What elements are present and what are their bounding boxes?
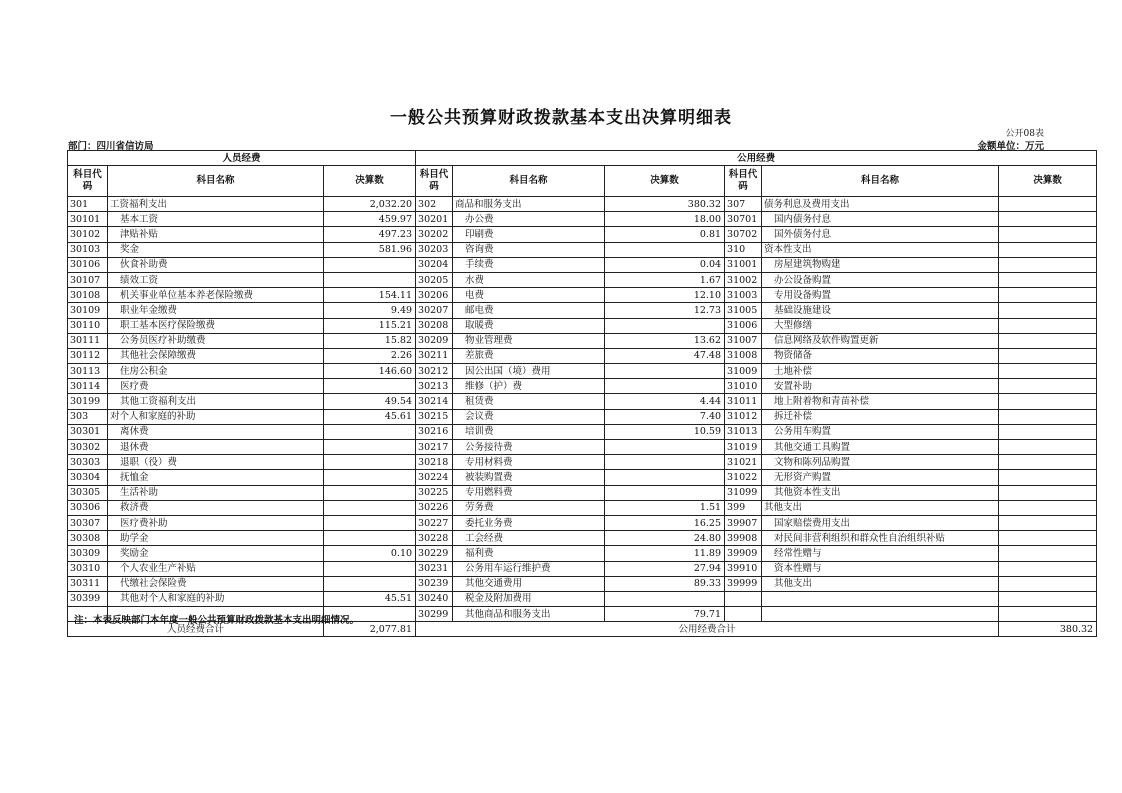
- cell-name: 劳务费: [453, 500, 605, 515]
- table-row: [68, 440, 1097, 455]
- cell-amount: 15.82: [324, 333, 416, 348]
- cell-name: 国外债务付息: [762, 227, 999, 242]
- cell-code: 30308: [68, 531, 108, 546]
- cell-code: 301: [68, 197, 108, 212]
- cell-name: 离休费: [108, 424, 324, 439]
- cell-code: 30399: [68, 591, 108, 606]
- table-row: [68, 272, 1097, 287]
- cell-name: 拆迁补偿: [762, 409, 999, 424]
- table-row: [68, 303, 1097, 318]
- cell-code: 30225: [416, 485, 453, 500]
- cell-name: 委托业务费: [453, 515, 605, 530]
- cell-code: 31008: [725, 348, 762, 363]
- cell-code: 30109: [68, 303, 108, 318]
- cell-amount: 9.49: [324, 303, 416, 318]
- cell-name: 手续费: [453, 257, 605, 272]
- table-row: [68, 348, 1097, 363]
- cell-name: 代缴社会保险费: [108, 576, 324, 591]
- cell-code: 30113: [68, 364, 108, 379]
- table-row: [68, 485, 1097, 500]
- cell-code: 31006: [725, 318, 762, 333]
- cell-code: 30228: [416, 531, 453, 546]
- cell-code: 39909: [725, 546, 762, 561]
- table-row: [68, 288, 1097, 303]
- public-total-label: 公用经费合计: [416, 622, 999, 637]
- cell-name: 医疗费补助: [108, 515, 324, 530]
- cell-amount: [605, 364, 725, 379]
- cell-code: 30107: [68, 272, 108, 287]
- cell-amount: [605, 440, 725, 455]
- cell-code: 31005: [725, 303, 762, 318]
- cell-code: 30206: [416, 288, 453, 303]
- cell-amount: 12.10: [605, 288, 725, 303]
- cell-amount: [605, 318, 725, 333]
- cell-code: 31009: [725, 364, 762, 379]
- table-row: [68, 333, 1097, 348]
- cell-amount: [324, 531, 416, 546]
- cell-name: 其他商品和服务支出: [453, 607, 605, 622]
- cell-amount: 380.32: [605, 197, 725, 212]
- cell-name: 被装购置费: [453, 470, 605, 485]
- cell-amount: [999, 409, 1097, 424]
- cell-code: 30208: [416, 318, 453, 333]
- cell-amount: 1.67: [605, 272, 725, 287]
- cell-name: 信息网络及软件购置更新: [762, 333, 999, 348]
- table-row: [68, 242, 1097, 257]
- personnel-header: 人员经费: [68, 151, 416, 166]
- cell-amount: [324, 440, 416, 455]
- table-row: [68, 257, 1097, 272]
- cell-amount: [999, 546, 1097, 561]
- cell-code: 30226: [416, 500, 453, 515]
- cell-name: 对民间非营利组织和群众性自治组织补贴: [762, 531, 999, 546]
- cell-code: [725, 591, 762, 606]
- cell-amount: 0.04: [605, 257, 725, 272]
- cell-name: 其他资本性支出: [762, 485, 999, 500]
- cell-code: 31012: [725, 409, 762, 424]
- cell-code: 30202: [416, 227, 453, 242]
- cell-amount: [999, 303, 1097, 318]
- cell-code: 30239: [416, 576, 453, 591]
- cell-amount: [324, 257, 416, 272]
- cell-code: 31010: [725, 379, 762, 394]
- cell-code: 30114: [68, 379, 108, 394]
- unit-label: 金额单位：万元: [977, 141, 1044, 152]
- cell-code: 30106: [68, 257, 108, 272]
- cell-code: 30302: [68, 440, 108, 455]
- cell-code: 30702: [725, 227, 762, 242]
- cell-name: 会议费: [453, 409, 605, 424]
- col-name: 科目名称: [453, 166, 605, 197]
- cell-code: 30217: [416, 440, 453, 455]
- cell-name: 其他对个人和家庭的补助: [108, 591, 324, 606]
- table-row: [68, 515, 1097, 530]
- cell-code: 303: [68, 409, 108, 424]
- cell-code: 30306: [68, 500, 108, 515]
- cell-amount: [999, 348, 1097, 363]
- cell-name: 专用材料费: [453, 455, 605, 470]
- cell-name: 国家赔偿费用支出: [762, 515, 999, 530]
- cell-amount: 2.26: [324, 348, 416, 363]
- cell-amount: [324, 500, 416, 515]
- cell-code: 30101: [68, 212, 108, 227]
- cell-code: 30212: [416, 364, 453, 379]
- cell-name: 其他交通工具购置: [762, 440, 999, 455]
- cell-code: [725, 607, 762, 622]
- cell-name: 大型修缮: [762, 318, 999, 333]
- cell-code: 30213: [416, 379, 453, 394]
- cell-name: 商品和服务支出: [453, 197, 605, 212]
- cell-code: 30204: [416, 257, 453, 272]
- cell-name: 奖金: [108, 242, 324, 257]
- cell-code: 30215: [416, 409, 453, 424]
- cell-name: 邮电费: [453, 303, 605, 318]
- cell-amount: [999, 485, 1097, 500]
- expenditure-table: [67, 150, 1097, 637]
- cell-name: 无形资产购置: [762, 470, 999, 485]
- cell-name: 个人农业生产补贴: [108, 561, 324, 576]
- cell-code: 30224: [416, 470, 453, 485]
- cell-amount: 24.80: [605, 531, 725, 546]
- cell-amount: [999, 515, 1097, 530]
- cell-amount: [999, 470, 1097, 485]
- table-row: [68, 379, 1097, 394]
- cell-name: 培训费: [453, 424, 605, 439]
- cell-name: 职工基本医疗保险缴费: [108, 318, 324, 333]
- cell-code: 30103: [68, 242, 108, 257]
- cell-code: 39910: [725, 561, 762, 576]
- cell-name: 公务用车购置: [762, 424, 999, 439]
- cell-name: 职业年金缴费: [108, 303, 324, 318]
- cell-amount: [324, 515, 416, 530]
- cell-code: 310: [725, 242, 762, 257]
- cell-name: 办公费: [453, 212, 605, 227]
- cell-amount: [324, 424, 416, 439]
- cell-name: 经常性赠与: [762, 546, 999, 561]
- cell-code: 39907: [725, 515, 762, 530]
- cell-code: 39999: [725, 576, 762, 591]
- cell-amount: [999, 440, 1097, 455]
- cell-amount: [999, 424, 1097, 439]
- cell-code: 30207: [416, 303, 453, 318]
- cell-amount: 154.11: [324, 288, 416, 303]
- cell-amount: 146.60: [324, 364, 416, 379]
- cell-amount: [999, 607, 1097, 622]
- cell-amount: [605, 242, 725, 257]
- cell-code: 30310: [68, 561, 108, 576]
- cell-amount: 459.97: [324, 212, 416, 227]
- cell-code: 30216: [416, 424, 453, 439]
- table-row: [68, 212, 1097, 227]
- table-row: [68, 394, 1097, 409]
- cell-name: 基本工资: [108, 212, 324, 227]
- cell-name: 其他支出: [762, 576, 999, 591]
- cell-name: 伙食补助费: [108, 257, 324, 272]
- cell-amount: [999, 318, 1097, 333]
- cell-name: 救济费: [108, 500, 324, 515]
- cell-code: 30214: [416, 394, 453, 409]
- cell-name: 物资储备: [762, 348, 999, 363]
- page-title: 一般公共预算财政拨款基本支出决算明细表: [390, 108, 732, 128]
- cell-name: 办公设备购置: [762, 272, 999, 287]
- cell-name: 抚恤金: [108, 470, 324, 485]
- cell-amount: [999, 531, 1097, 546]
- cell-code: 31001: [725, 257, 762, 272]
- cell-code: 30301: [68, 424, 108, 439]
- cell-name: 税金及附加费用: [453, 591, 605, 606]
- cell-amount: [999, 212, 1097, 227]
- cell-amount: [999, 364, 1097, 379]
- col-name: 科目名称: [108, 166, 324, 197]
- cell-code: 30303: [68, 455, 108, 470]
- cell-amount: 497.23: [324, 227, 416, 242]
- cell-amount: [999, 197, 1097, 212]
- cell-amount: [324, 379, 416, 394]
- cell-amount: 0.81: [605, 227, 725, 242]
- cell-amount: 115.21: [324, 318, 416, 333]
- col-amount: 决算数: [999, 166, 1097, 197]
- col-code: 科目代码: [725, 166, 762, 197]
- cell-name: 咨询费: [453, 242, 605, 257]
- cell-code: 31002: [725, 272, 762, 287]
- cell-name: 福利费: [453, 546, 605, 561]
- public-total-value: 380.32: [999, 622, 1097, 637]
- cell-amount: [999, 257, 1097, 272]
- table-row: [68, 500, 1097, 515]
- cell-code: 30112: [68, 348, 108, 363]
- cell-amount: 49.54: [324, 394, 416, 409]
- cell-code: 30299: [416, 607, 453, 622]
- cell-name: 安置补助: [762, 379, 999, 394]
- cell-amount: [324, 455, 416, 470]
- cell-name: 其他交通费用: [453, 576, 605, 591]
- cell-name: 水费: [453, 272, 605, 287]
- cell-name: 资本性支出: [762, 242, 999, 257]
- cell-name: 助学金: [108, 531, 324, 546]
- cell-name: 其他社会保障缴费: [108, 348, 324, 363]
- cell-amount: [999, 333, 1097, 348]
- cell-name: 地上附着物和青苗补偿: [762, 394, 999, 409]
- cell-amount: 47.48: [605, 348, 725, 363]
- col-code: 科目代码: [416, 166, 453, 197]
- cell-code: 307: [725, 197, 762, 212]
- cell-amount: [605, 470, 725, 485]
- cell-name: 工资福利支出: [108, 197, 324, 212]
- cell-amount: [999, 394, 1097, 409]
- cell-name: 印刷费: [453, 227, 605, 242]
- cell-code: 31099: [725, 485, 762, 500]
- cell-code: 30701: [725, 212, 762, 227]
- table-row: [68, 424, 1097, 439]
- cell-amount: 27.94: [605, 561, 725, 576]
- cell-code: 30205: [416, 272, 453, 287]
- cell-code: 39908: [725, 531, 762, 546]
- cell-code: 30309: [68, 546, 108, 561]
- cell-name: 退休费: [108, 440, 324, 455]
- cell-amount: 45.61: [324, 409, 416, 424]
- cell-amount: [999, 272, 1097, 287]
- cell-name: 公务员医疗补助缴费: [108, 333, 324, 348]
- cell-code: 30111: [68, 333, 108, 348]
- cell-code: 30211: [416, 348, 453, 363]
- cell-code: 30199: [68, 394, 108, 409]
- cell-name: 电费: [453, 288, 605, 303]
- cell-amount: 12.73: [605, 303, 725, 318]
- cell-amount: 10.59: [605, 424, 725, 439]
- cell-code: 31011: [725, 394, 762, 409]
- col-amount: 决算数: [605, 166, 725, 197]
- cell-amount: [324, 485, 416, 500]
- cell-name: 其他支出: [762, 500, 999, 515]
- cell-amount: 16.25: [605, 515, 725, 530]
- cell-name: 土地补偿: [762, 364, 999, 379]
- cell-code: 30304: [68, 470, 108, 485]
- cell-amount: [605, 591, 725, 606]
- table-row: [68, 576, 1097, 591]
- cell-name: 基础设施建设: [762, 303, 999, 318]
- cell-amount: [999, 576, 1097, 591]
- table-row: [68, 561, 1097, 576]
- cell-code: 30201: [416, 212, 453, 227]
- cell-code: 31021: [725, 455, 762, 470]
- cell-name: 生活补助: [108, 485, 324, 500]
- cell-name: 差旅费: [453, 348, 605, 363]
- cell-name: 其他工资福利支出: [108, 394, 324, 409]
- cell-code: 30227: [416, 515, 453, 530]
- cell-code: 31003: [725, 288, 762, 303]
- cell-amount: 2,032.20: [324, 197, 416, 212]
- col-name: 科目名称: [762, 166, 999, 197]
- cell-amount: [605, 485, 725, 500]
- cell-code: 30209: [416, 333, 453, 348]
- cell-name: 物业管理费: [453, 333, 605, 348]
- cell-code: 302: [416, 197, 453, 212]
- cell-amount: 79.71: [605, 607, 725, 622]
- table-row: [68, 531, 1097, 546]
- cell-code: 30108: [68, 288, 108, 303]
- col-code: 科目代码: [68, 166, 108, 197]
- cell-amount: 581.96: [324, 242, 416, 257]
- cell-amount: 18.00: [605, 212, 725, 227]
- cell-amount: [999, 455, 1097, 470]
- cell-name: 绩效工资: [108, 272, 324, 287]
- cell-code: 399: [725, 500, 762, 515]
- cell-name: 住房公积金: [108, 364, 324, 379]
- cell-amount: 1.51: [605, 500, 725, 515]
- form-code: 公开08表: [1005, 129, 1044, 139]
- table-row: [68, 591, 1097, 606]
- cell-name: 奖励金: [108, 546, 324, 561]
- cell-code: 31013: [725, 424, 762, 439]
- cell-name: 津贴补贴: [108, 227, 324, 242]
- cell-name: 公务接待费: [453, 440, 605, 455]
- footnote: 注：本表反映部门本年度一般公共预算财政拨款基本支出明细情况。: [74, 615, 360, 626]
- cell-amount: [999, 500, 1097, 515]
- cell-name: 债务利息及费用支出: [762, 197, 999, 212]
- cell-amount: [999, 379, 1097, 394]
- cell-name: 国内债务付息: [762, 212, 999, 227]
- cell-amount: 45.51: [324, 591, 416, 606]
- cell-amount: [605, 379, 725, 394]
- cell-amount: [999, 288, 1097, 303]
- cell-code: 30229: [416, 546, 453, 561]
- table-row: [68, 197, 1097, 212]
- department-label: 部门：四川省信访局: [68, 141, 154, 152]
- cell-code: 30311: [68, 576, 108, 591]
- table-row: [68, 409, 1097, 424]
- cell-code: 30240: [416, 591, 453, 606]
- cell-name: 对个人和家庭的补助: [108, 409, 324, 424]
- personnel-total-value: 2,077.81: [324, 622, 416, 637]
- cell-name: 房屋建筑物购建: [762, 257, 999, 272]
- table-row: [68, 364, 1097, 379]
- cell-code: 30110: [68, 318, 108, 333]
- cell-name: 退职（役）费: [108, 455, 324, 470]
- table-row: [68, 470, 1097, 485]
- cell-amount: [999, 591, 1097, 606]
- cell-name: 文物和陈列品购置: [762, 455, 999, 470]
- cell-name: 取暖费: [453, 318, 605, 333]
- cell-code: 30218: [416, 455, 453, 470]
- cell-amount: 0.10: [324, 546, 416, 561]
- cell-name: [762, 607, 999, 622]
- table-row: [68, 318, 1097, 333]
- cell-amount: 4.44: [605, 394, 725, 409]
- personnel-total-label: 人员经费合计: [68, 622, 324, 637]
- cell-code: 31019: [725, 440, 762, 455]
- cell-name: 工会经费: [453, 531, 605, 546]
- cell-code: 30102: [68, 227, 108, 242]
- public-header: 公用经费: [416, 151, 1097, 166]
- cell-amount: [324, 561, 416, 576]
- cell-code: 31022: [725, 470, 762, 485]
- cell-code: 30305: [68, 485, 108, 500]
- table-row: [68, 546, 1097, 561]
- cell-name: 维修（护）费: [453, 379, 605, 394]
- cell-amount: [324, 470, 416, 485]
- cell-amount: [324, 272, 416, 287]
- cell-name: 专用燃料费: [453, 485, 605, 500]
- cell-code: 30203: [416, 242, 453, 257]
- cell-name: 医疗费: [108, 379, 324, 394]
- cell-name: 专用设备购置: [762, 288, 999, 303]
- cell-amount: [999, 227, 1097, 242]
- cell-code: 30231: [416, 561, 453, 576]
- cell-amount: 89.33: [605, 576, 725, 591]
- cell-name: 因公出国（境）费用: [453, 364, 605, 379]
- cell-name: 公务用车运行维护费: [453, 561, 605, 576]
- cell-code: 30307: [68, 515, 108, 530]
- cell-amount: [999, 561, 1097, 576]
- cell-name: [762, 591, 999, 606]
- cell-name: 资本性赠与: [762, 561, 999, 576]
- cell-amount: [324, 576, 416, 591]
- cell-name: 机关事业单位基本养老保险缴费: [108, 288, 324, 303]
- cell-amount: 7.40: [605, 409, 725, 424]
- col-amount: 决算数: [324, 166, 416, 197]
- cell-amount: 13.62: [605, 333, 725, 348]
- cell-amount: 11.89: [605, 546, 725, 561]
- cell-code: 31007: [725, 333, 762, 348]
- cell-amount: [605, 455, 725, 470]
- table-row: [68, 227, 1097, 242]
- table-row: [68, 455, 1097, 470]
- cell-amount: [999, 242, 1097, 257]
- cell-name: 租赁费: [453, 394, 605, 409]
